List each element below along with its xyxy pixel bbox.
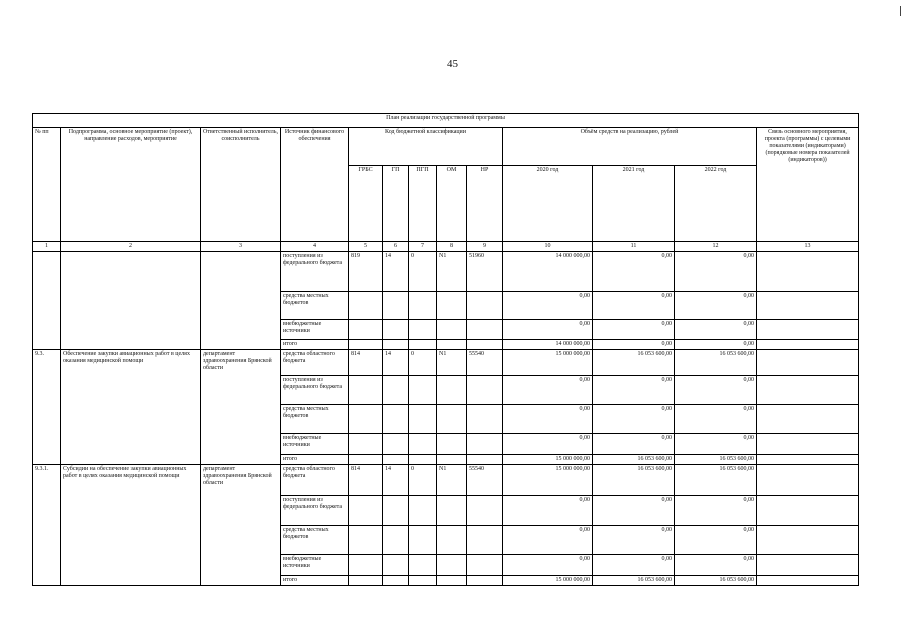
amount-2020: 15 000 000,00 — [503, 575, 593, 585]
amount-2022: 16 053 600,00 — [675, 465, 757, 496]
amount-2022: 0,00 — [675, 404, 757, 433]
code-np — [467, 525, 503, 554]
funding-source: средства местных бюджетов — [281, 525, 349, 554]
code-om — [437, 375, 467, 404]
header-kbk: Код бюджетной классификации — [349, 128, 503, 166]
code-grbs — [349, 575, 383, 585]
col-number: 7 — [409, 241, 437, 251]
amount-2020: 0,00 — [503, 292, 593, 320]
code-pgp — [409, 292, 437, 320]
code-gp — [383, 292, 409, 320]
code-np — [467, 320, 503, 340]
code-np — [467, 455, 503, 465]
amount-2022: 0,00 — [675, 375, 757, 404]
code-grbs — [349, 320, 383, 340]
plan-table — [32, 113, 859, 586]
code-om: N1 — [437, 465, 467, 496]
code-om: N1 — [437, 251, 467, 291]
amount-2022: 0,00 — [675, 525, 757, 554]
amount-2022: 0,00 — [675, 496, 757, 525]
amount-2021: 16 053 600,00 — [593, 575, 675, 585]
code-gp — [383, 340, 409, 350]
funding-source: поступления из федерального бюджета — [281, 251, 349, 291]
indicator-link — [757, 455, 859, 465]
amount-2021: 16 053 600,00 — [593, 455, 675, 465]
code-gp — [383, 375, 409, 404]
code-grbs: 814 — [349, 350, 383, 375]
col-number: 13 — [757, 241, 859, 251]
code-gp — [383, 496, 409, 525]
amount-2020: 0,00 — [503, 525, 593, 554]
code-np — [467, 292, 503, 320]
code-om — [437, 404, 467, 433]
amount-2020: 14 000 000,00 — [503, 340, 593, 350]
header-link: Связь основного мероприятия, проекта (программы) с целевыми показателями (индикаторами) (порядковые номера показателей (индикаторов)) — [757, 128, 859, 242]
code-grbs — [349, 292, 383, 320]
code-om: N1 — [437, 350, 467, 375]
amount-2021: 0,00 — [593, 525, 675, 554]
code-np — [467, 496, 503, 525]
indicator-link — [757, 320, 859, 340]
code-pgp — [409, 340, 437, 350]
col-number: 4 — [281, 241, 349, 251]
indicator-link — [757, 340, 859, 350]
code-pgp — [409, 575, 437, 585]
amount-2022: 0,00 — [675, 433, 757, 454]
amount-2021: 0,00 — [593, 554, 675, 575]
code-grbs — [349, 404, 383, 433]
amount-2021: 0,00 — [593, 251, 675, 291]
amount-2022: 0,00 — [675, 554, 757, 575]
amount-2020: 15 000 000,00 — [503, 455, 593, 465]
code-np — [467, 340, 503, 350]
col-number: 2 — [61, 241, 201, 251]
amount-2020: 0,00 — [503, 404, 593, 433]
table-row — [33, 350, 859, 375]
amount-2022: 16 053 600,00 — [675, 350, 757, 375]
table-title: План реализации государственной программы — [33, 114, 859, 128]
amount-2020: 0,00 — [503, 433, 593, 454]
code-pgp — [409, 525, 437, 554]
header-source: Источник финансового обеспечения — [281, 128, 349, 242]
funding-source: внебюджетные источники — [281, 433, 349, 454]
code-pgp — [409, 320, 437, 340]
code-grbs — [349, 496, 383, 525]
indicator-link — [757, 575, 859, 585]
amount-2022: 0,00 — [675, 320, 757, 340]
amount-2020: 0,00 — [503, 496, 593, 525]
code-pgp — [409, 455, 437, 465]
col-number: 3 — [201, 241, 281, 251]
row-measure-name: Субсидии на обеспечение закупки авиационных работ в целях оказания медицинской помощи — [61, 465, 201, 586]
indicator-link — [757, 525, 859, 554]
code-np — [467, 433, 503, 454]
code-om — [437, 320, 467, 340]
amount-2022: 0,00 — [675, 340, 757, 350]
scan-edge-mark — [900, 6, 901, 16]
amount-2022: 0,00 — [675, 292, 757, 320]
code-pgp: 0 — [409, 251, 437, 291]
header-grbs: ГРБС — [349, 166, 383, 241]
amount-2020: 0,00 — [503, 375, 593, 404]
funding-source: внебюджетные источники — [281, 320, 349, 340]
page-number: 45 — [447, 58, 458, 70]
row-responsible: департамент здравоохранения Брянской области — [201, 350, 281, 465]
code-grbs: 814 — [349, 465, 383, 496]
amount-2021: 0,00 — [593, 375, 675, 404]
indicator-link — [757, 350, 859, 375]
code-gp — [383, 433, 409, 454]
row-responsible: департамент здравоохранения Брянской области — [201, 465, 281, 586]
funding-source: средства областного бюджета — [281, 350, 349, 375]
code-grbs: 819 — [349, 251, 383, 291]
code-pgp: 0 — [409, 465, 437, 496]
amount-2021: 0,00 — [593, 340, 675, 350]
col-number: 9 — [467, 241, 503, 251]
code-np — [467, 575, 503, 585]
header-2021: 2021 год — [593, 166, 675, 241]
code-pgp — [409, 554, 437, 575]
col-number: 10 — [503, 241, 593, 251]
amount-2021: 0,00 — [593, 292, 675, 320]
code-gp — [383, 404, 409, 433]
header-gp: ГП — [383, 166, 409, 241]
amount-2021: 0,00 — [593, 496, 675, 525]
header-volume: Объём средств на реализацию, рублей — [503, 128, 757, 166]
code-om — [437, 292, 467, 320]
indicator-link — [757, 404, 859, 433]
col-number: 6 — [383, 241, 409, 251]
code-np: 55540 — [467, 465, 503, 496]
code-om — [437, 525, 467, 554]
indicator-link — [757, 292, 859, 320]
amount-2020: 15 000 000,00 — [503, 350, 593, 375]
amount-2020: 15 000 000,00 — [503, 465, 593, 496]
col-number: 8 — [437, 241, 467, 251]
amount-2022: 0,00 — [675, 251, 757, 291]
row-responsible — [201, 251, 281, 350]
code-gp: 14 — [383, 465, 409, 496]
code-gp — [383, 320, 409, 340]
code-om — [437, 554, 467, 575]
table-row — [33, 251, 859, 291]
amount-2021: 0,00 — [593, 320, 675, 340]
funding-source: средства местных бюджетов — [281, 404, 349, 433]
code-grbs — [349, 525, 383, 554]
code-om — [437, 496, 467, 525]
code-gp: 14 — [383, 251, 409, 291]
funding-source: итого — [281, 340, 349, 350]
col-number: 11 — [593, 241, 675, 251]
row-number — [33, 251, 61, 350]
row-number: 9.3.1. — [33, 465, 61, 586]
code-np: 51960 — [467, 251, 503, 291]
code-om — [437, 455, 467, 465]
indicator-link — [757, 496, 859, 525]
code-pgp — [409, 404, 437, 433]
amount-2020: 0,00 — [503, 320, 593, 340]
code-grbs — [349, 554, 383, 575]
code-grbs — [349, 455, 383, 465]
funding-source: итого — [281, 455, 349, 465]
code-np: 55540 — [467, 350, 503, 375]
indicator-link — [757, 375, 859, 404]
col-number: 12 — [675, 241, 757, 251]
header-resp: Ответственный исполнитель, соисполнитель — [201, 128, 281, 242]
code-om — [437, 575, 467, 585]
funding-source: средства областного бюджета — [281, 465, 349, 496]
funding-source: внебюджетные источники — [281, 554, 349, 575]
indicator-link — [757, 251, 859, 291]
amount-2021: 16 053 600,00 — [593, 465, 675, 496]
amount-2020: 14 000 000,00 — [503, 251, 593, 291]
col-number: 5 — [349, 241, 383, 251]
amount-2020: 0,00 — [503, 554, 593, 575]
code-gp — [383, 455, 409, 465]
code-om — [437, 433, 467, 454]
amount-2021: 0,00 — [593, 404, 675, 433]
code-np — [467, 404, 503, 433]
funding-source: поступления из федерального бюджета — [281, 496, 349, 525]
amount-2022: 16 053 600,00 — [675, 455, 757, 465]
code-pgp: 0 — [409, 350, 437, 375]
code-pgp — [409, 433, 437, 454]
indicator-link — [757, 465, 859, 496]
indicator-link — [757, 433, 859, 454]
code-pgp — [409, 496, 437, 525]
code-pgp — [409, 375, 437, 404]
code-np — [467, 375, 503, 404]
amount-2021: 16 053 600,00 — [593, 350, 675, 375]
code-np — [467, 554, 503, 575]
table-row — [33, 465, 859, 496]
code-gp — [383, 575, 409, 585]
code-grbs — [349, 375, 383, 404]
row-measure-name — [61, 251, 201, 350]
header-np: НР — [467, 166, 503, 241]
row-measure-name: Обеспечение закупки авиационных работ в целях оказания медицинской помощи — [61, 350, 201, 465]
header-2020: 2020 год — [503, 166, 593, 241]
header-om: ОМ — [437, 166, 467, 241]
row-number: 9.3. — [33, 350, 61, 465]
code-grbs — [349, 433, 383, 454]
code-grbs — [349, 340, 383, 350]
header-name: Подпрограмма, основное мероприятие (проект), направление расходов, мероприятие — [61, 128, 201, 242]
col-number: 1 — [33, 241, 61, 251]
code-om — [437, 340, 467, 350]
funding-source: поступления из федерального бюджета — [281, 375, 349, 404]
indicator-link — [757, 554, 859, 575]
header-2022: 2022 год — [675, 166, 757, 241]
header-num: № пп — [33, 128, 61, 242]
funding-source: итого — [281, 575, 349, 585]
amount-2021: 0,00 — [593, 433, 675, 454]
code-gp — [383, 525, 409, 554]
amount-2022: 16 053 600,00 — [675, 575, 757, 585]
header-pgp: ПГП — [409, 166, 437, 241]
code-gp — [383, 554, 409, 575]
funding-source: средства местных бюджетов — [281, 292, 349, 320]
code-gp: 14 — [383, 350, 409, 375]
